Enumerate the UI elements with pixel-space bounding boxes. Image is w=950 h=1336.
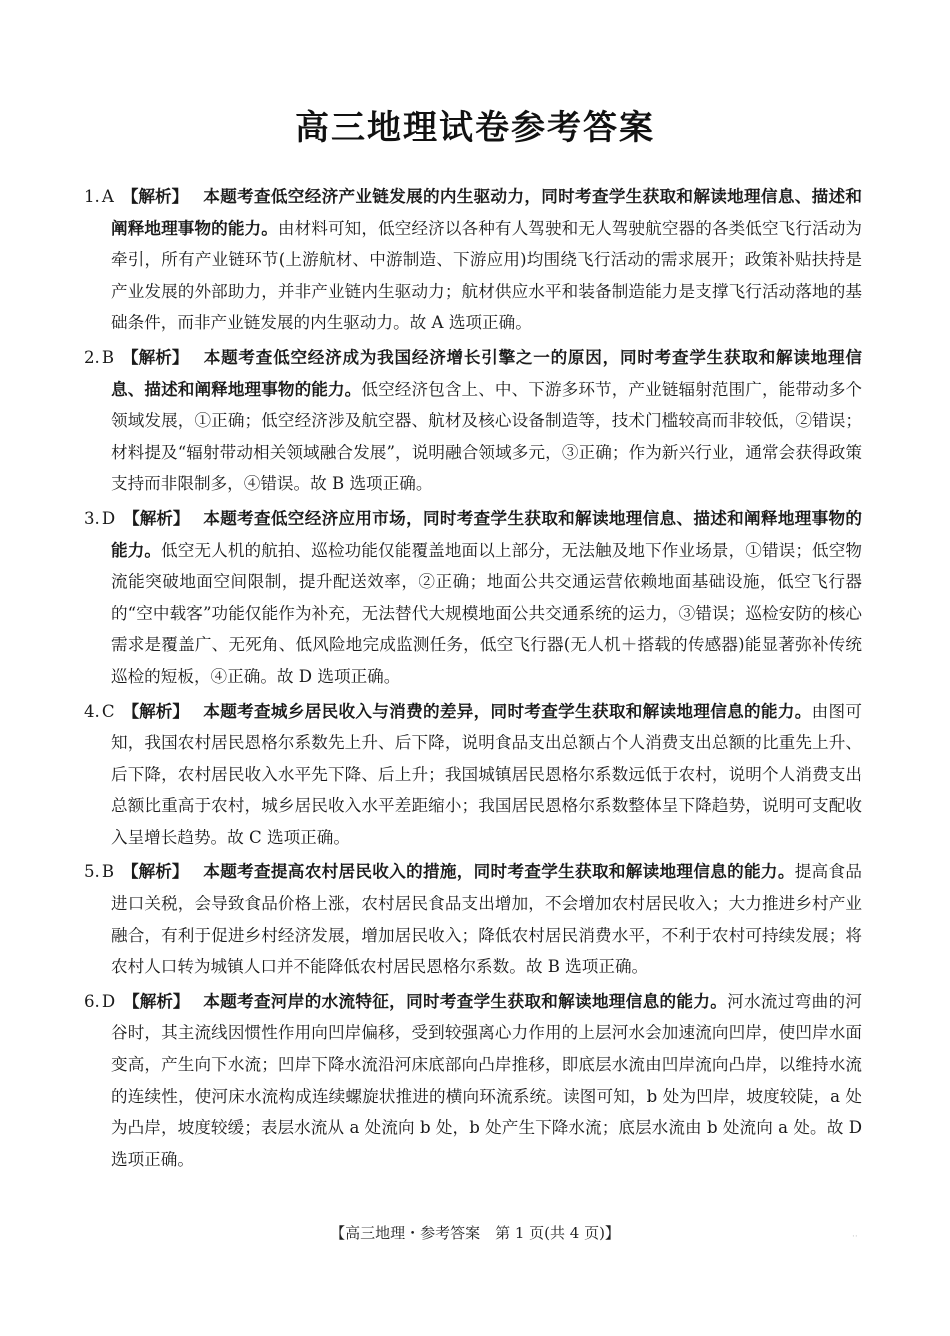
answer-head: [84, 986, 190, 1018]
answer-head: [84, 856, 188, 888]
answer-number: 2.: [84, 347, 100, 367]
analysis-tag: 【解析】: [121, 187, 189, 206]
answer-lead: 本题考查河岸的水流特征，同时考查学生获取和解读地理信息的能力。: [203, 991, 728, 1011]
answer-number: 1.: [84, 187, 100, 206]
answer-list: [84, 181, 862, 1178]
answer-key: D: [101, 508, 116, 528]
answer-key: C: [101, 701, 115, 721]
answer-head: [84, 696, 189, 728]
answer-item: [84, 503, 862, 693]
analysis-tag: 【解析】: [123, 508, 190, 528]
answer-body: 由材料可知，低空经济以各种有人驾驶和无人驾驶航空器的各类低空飞行活动为牵引，所有产业链环节(上游航材、中游制造、下游应用)均围绕飞行活动的需求展开；政策补贴扶持是产业发展的外部助力，并非产业链内生驱动力；航材供应水平和装备制造能力是支撑飞行活动落地的基础条件，而非产业链发展的内生驱动力。故 A 选项正确。: [111, 218, 863, 333]
answer-key: D: [101, 991, 116, 1011]
answer-key: B: [101, 862, 115, 882]
answer-head: [84, 181, 188, 213]
answer-body: 提高食品进口关税，会导致食品价格上涨，农村居民食品支出增加，不会增加农村居民收入；大力推进乡村产业融合，有利于促进乡村经济发展，增加居民收入；降低农村居民消费水平，不利于农村可持续发展；将农村人口转为城镇人口并不能降低农村居民恩格尔系数。故 B 选项正确。: [111, 862, 863, 977]
page-footer: 【高三地理・参考答案 第 1 页(共 4 页)】: [330, 1224, 620, 1242]
answer-body: 低空经济包含上、中、下游多环节，产业链辐射范围广，能带动多个领域发展，①正确；低空经济涉及航空器、航材及核心设备制造等，技术门槛较高而非较低，②错误；材料提及“辐射带动相关领域融合发展”，说明融合领域多元，③正确；作为新兴行业，通常会获得政策支持而非限制多，④错误。故 B 选项正确。: [111, 379, 863, 494]
answer-body: 由图可知，我国农村居民恩格尔系数先上升、后下降，说明食品支出总额占个人消费支出总额的比重先上升、后下降，农村居民收入水平先下降、后上升；我国城镇居民恩格尔系数远低于农村，说明个人消费支出总额比重高于农村，城乡居民收入水平差距缩小；我国居民恩格尔系数整体呈下降趋势，说明可支配收入呈增长趋势。故 C 选项正确。: [111, 701, 862, 847]
answer-lead: 本题考查提高农村居民收入的措施，同时考查学生获取和解读地理信息的能力。: [203, 862, 795, 882]
answer-key: B: [101, 347, 115, 367]
answer-lead: 本题考查城乡居民收入与消费的差异，同时考查学生获取和解读地理信息的能力。: [203, 701, 812, 721]
answer-number: 5.: [84, 862, 100, 882]
answer-item: [84, 986, 862, 1176]
answer-lead: 本题考查低空经济产业链发展的内生驱动力，同时考查学生获取和解读地理信息、描述和阐释地理事物的能力。: [111, 187, 862, 238]
footer-mark: ··: [852, 1232, 858, 1242]
answer-item: [84, 696, 862, 854]
analysis-tag: 【解析】: [122, 701, 189, 721]
analysis-tag: 【解析】: [122, 347, 189, 367]
answer-number: 4.: [84, 701, 100, 721]
answer-head: [84, 342, 188, 374]
analysis-tag: 【解析】: [122, 862, 189, 882]
answer-lead: 本题考查低空经济应用市场，同时考查学生获取和解读地理信息、描述和阐释地理事物的能力。: [111, 508, 862, 560]
answer-body: 河水流过弯曲的河谷时，其主流线因惯性作用向凹岸偏移，受到较强离心力作用的上层河水会加速流向凹岸，使凹岸水面变高，产生向下水流；凹岸下降水流沿河床底部向凸岸推移，即底层水流由凹岸流向凸岸，以维持水流的连续性，使河床水流构成连续螺旋状推进的横向环流系统。读图可知，b 处为凹岸，坡度较陡，a 处为凸岸，坡度较缓；表层水流从 a 处流向 b 处，b 处产生下降水流；底层水流由 b 处流向 a 处。故 D 选项正确。: [111, 991, 863, 1169]
answer-body: 低空无人机的航拍、巡检功能仅能覆盖地面以上部分，无法触及地下作业场景，①错误；低空物流能突破地面空间限制，提升配送效率，②正确；地面公共交通运营依赖地面基础设施，低空飞行器的“空中载客”功能仅能作为补充，无法替代大规模地面公共交通系统的运力，③错误；巡检安防的核心需求是覆盖广、无死角、低风险地完成监测任务，低空飞行器(无人机＋搭载的传感器)能显著弥补传统巡检的短板，④正确。故 D 选项正确。: [111, 540, 863, 686]
answer-head: [84, 503, 190, 535]
analysis-tag: 【解析】: [123, 991, 190, 1011]
answer-item: [84, 181, 862, 339]
answer-key: A: [101, 187, 114, 206]
answer-lead: 本题考查低空经济成为我国经济增长引擎之一的原因，同时考查学生获取和解读地理信息、描述和阐释地理事物的能力。: [111, 347, 862, 399]
answer-number: 6.: [84, 991, 100, 1011]
answer-item: [84, 856, 862, 982]
answer-item: [84, 342, 862, 500]
answer-number: 3.: [84, 508, 100, 528]
page-title: 高三地理试卷参考答案: [295, 108, 655, 148]
